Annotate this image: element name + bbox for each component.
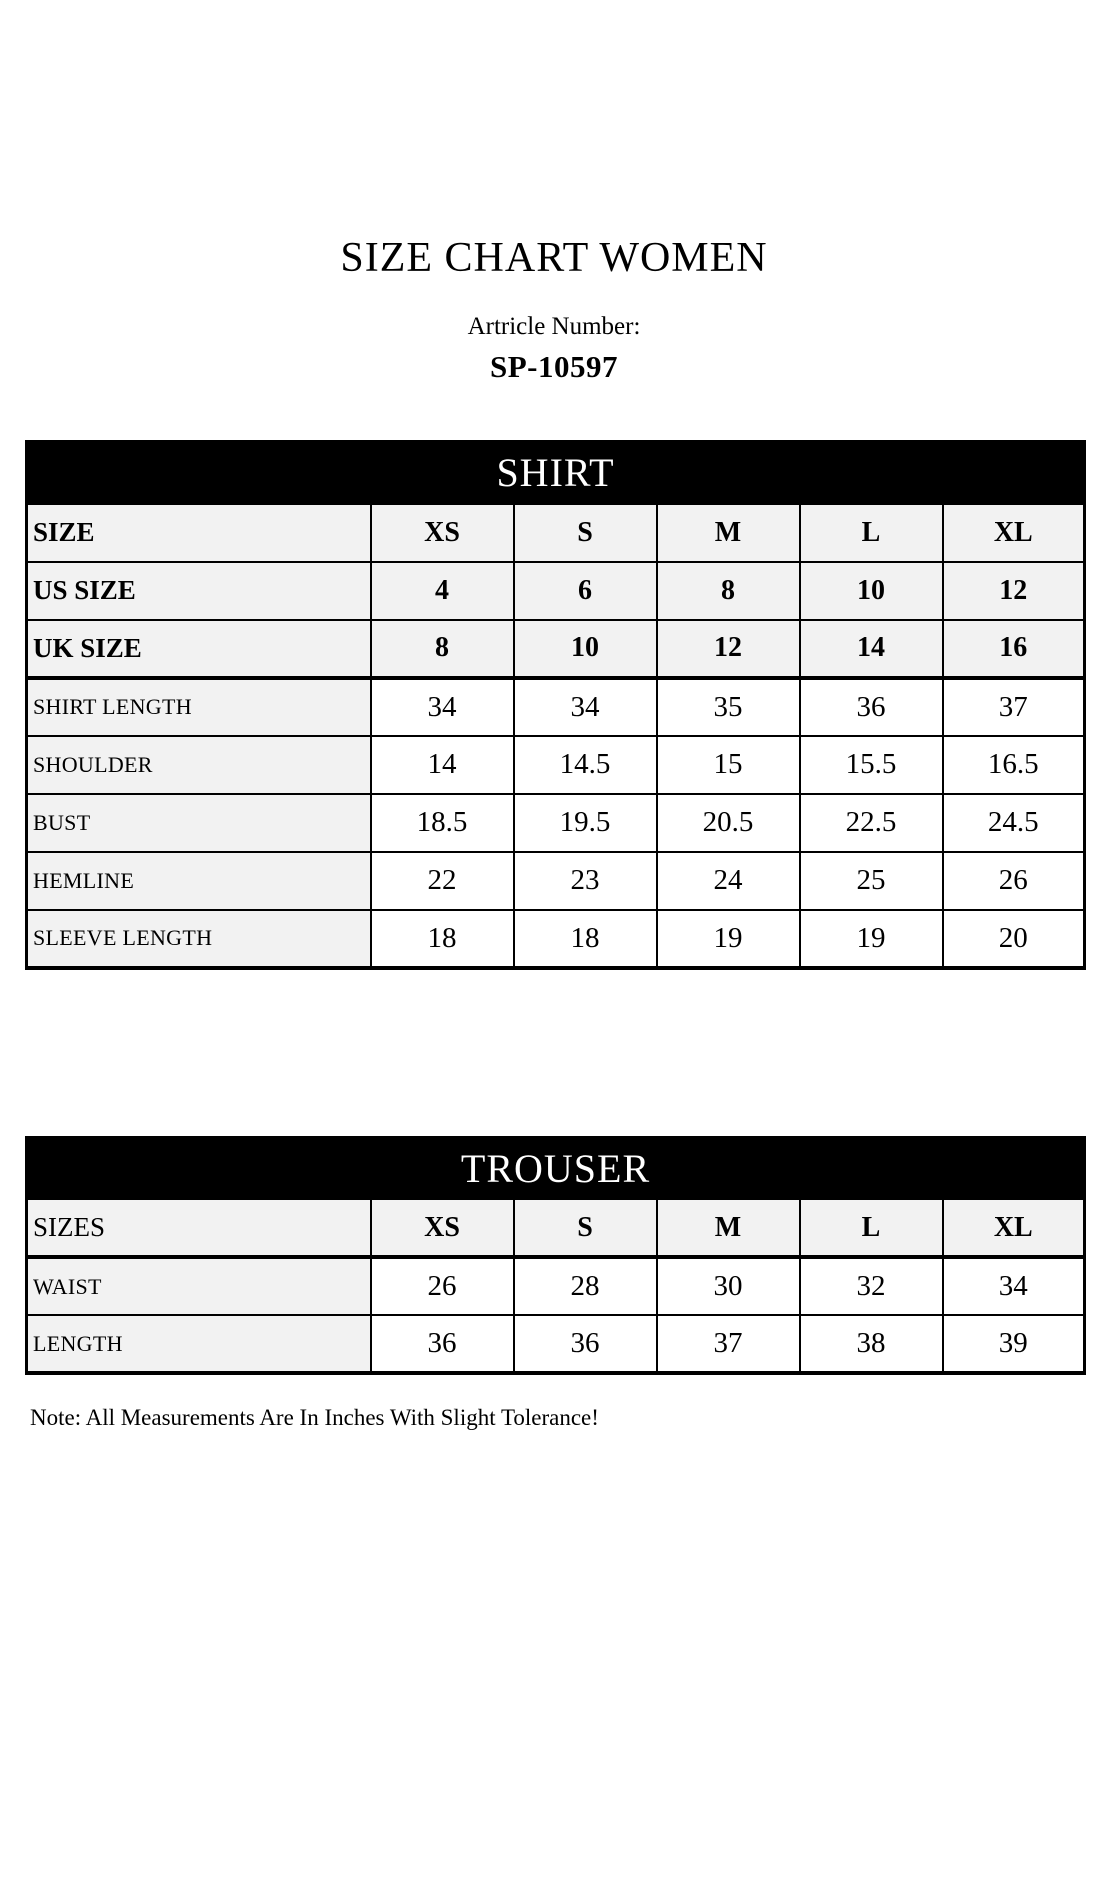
row-label: BUST <box>27 794 371 852</box>
measure-cell: 16.5 <box>943 736 1085 794</box>
measure-cell: 34 <box>514 678 657 736</box>
shirt-table-title: SHIRT <box>27 442 1085 504</box>
measure-cell: 15.5 <box>800 736 943 794</box>
shirt-size-row <box>27 504 1085 562</box>
measure-cell: 24 <box>657 852 800 910</box>
measure-cell: 39 <box>943 1315 1085 1373</box>
measure-cell: 34 <box>943 1257 1085 1315</box>
measurement-note: Note: All Measurements Are In Inches With Slight Tolerance! <box>30 1405 599 1430</box>
measure-cell: 23 <box>514 852 657 910</box>
measure-cell: 26 <box>943 852 1085 910</box>
size-cell: L <box>800 504 943 562</box>
measure-cell: 38 <box>800 1315 943 1373</box>
row-label: SLEEVE LENGTH <box>27 910 371 968</box>
size-cell: XS <box>371 504 514 562</box>
measure-cell: 19.5 <box>514 794 657 852</box>
shirt-uk-size-row <box>27 620 1085 678</box>
shirt-length-row <box>27 678 1085 736</box>
measure-cell: 36 <box>800 678 943 736</box>
shirt-table-header-band <box>27 442 1085 504</box>
measure-cell: 19 <box>800 910 943 968</box>
measure-cell: 35 <box>657 678 800 736</box>
size-cell: S <box>514 504 657 562</box>
measure-cell: 25 <box>800 852 943 910</box>
size-cell: 10 <box>514 620 657 678</box>
size-cell: 10 <box>800 562 943 620</box>
size-cell: 12 <box>943 562 1085 620</box>
measure-cell: 18 <box>514 910 657 968</box>
measure-cell: 18.5 <box>371 794 514 852</box>
sleeve-length-row <box>27 910 1085 968</box>
measure-cell: 36 <box>371 1315 514 1373</box>
trouser-sizes-row <box>27 1199 1085 1257</box>
measure-cell: 26 <box>371 1257 514 1315</box>
row-label: SHIRT LENGTH <box>27 678 371 736</box>
row-label: SIZE <box>27 504 371 562</box>
measure-cell: 20.5 <box>657 794 800 852</box>
measure-cell: 19 <box>657 910 800 968</box>
size-cell: 12 <box>657 620 800 678</box>
row-label: HEMLINE <box>27 852 371 910</box>
shoulder-row <box>27 736 1085 794</box>
trouser-table-header-band <box>27 1137 1085 1199</box>
size-cell: 8 <box>371 620 514 678</box>
article-number-label: Artricle Number: <box>467 313 641 340</box>
article-number-value: SP-10597 <box>490 349 618 384</box>
size-cell: 16 <box>943 620 1085 678</box>
size-cell: XL <box>943 504 1085 562</box>
row-label: UK SIZE <box>27 620 371 678</box>
measure-cell: 30 <box>657 1257 800 1315</box>
shirt-us-size-row <box>27 562 1085 620</box>
waist-row <box>27 1257 1085 1315</box>
measure-cell: 28 <box>514 1257 657 1315</box>
size-cell: 8 <box>657 562 800 620</box>
measure-cell: 15 <box>657 736 800 794</box>
row-label: SHOULDER <box>27 736 371 794</box>
trouser-size-table <box>25 1136 1086 1376</box>
size-cell: S <box>514 1199 657 1257</box>
size-cell: 14 <box>800 620 943 678</box>
bust-row <box>27 794 1085 852</box>
measure-cell: 34 <box>371 678 514 736</box>
measure-cell: 14 <box>371 736 514 794</box>
measure-cell: 36 <box>514 1315 657 1373</box>
size-cell: M <box>657 1199 800 1257</box>
page-title: SIZE CHART WOMEN <box>340 235 768 281</box>
size-cell: M <box>657 504 800 562</box>
measure-cell: 22 <box>371 852 514 910</box>
measure-cell: 18 <box>371 910 514 968</box>
row-label: WAIST <box>27 1257 371 1315</box>
size-chart-sheet <box>0 230 1110 1895</box>
measure-cell: 37 <box>657 1315 800 1373</box>
size-cell: L <box>800 1199 943 1257</box>
length-row <box>27 1315 1085 1373</box>
measure-cell: 14.5 <box>514 736 657 794</box>
shirt-size-table <box>25 440 1086 970</box>
size-cell: XL <box>943 1199 1085 1257</box>
row-label: LENGTH <box>27 1315 371 1373</box>
measure-cell: 32 <box>800 1257 943 1315</box>
size-cell: XS <box>371 1199 514 1257</box>
size-cell: 4 <box>371 562 514 620</box>
measure-cell: 24.5 <box>943 794 1085 852</box>
measure-cell: 20 <box>943 910 1085 968</box>
measure-cell: 22.5 <box>800 794 943 852</box>
measure-cell: 37 <box>943 678 1085 736</box>
row-label: SIZES <box>27 1199 371 1257</box>
size-cell: 6 <box>514 562 657 620</box>
trouser-table-title: TROUSER <box>27 1137 1085 1199</box>
row-label: US SIZE <box>27 562 371 620</box>
hemline-row <box>27 852 1085 910</box>
